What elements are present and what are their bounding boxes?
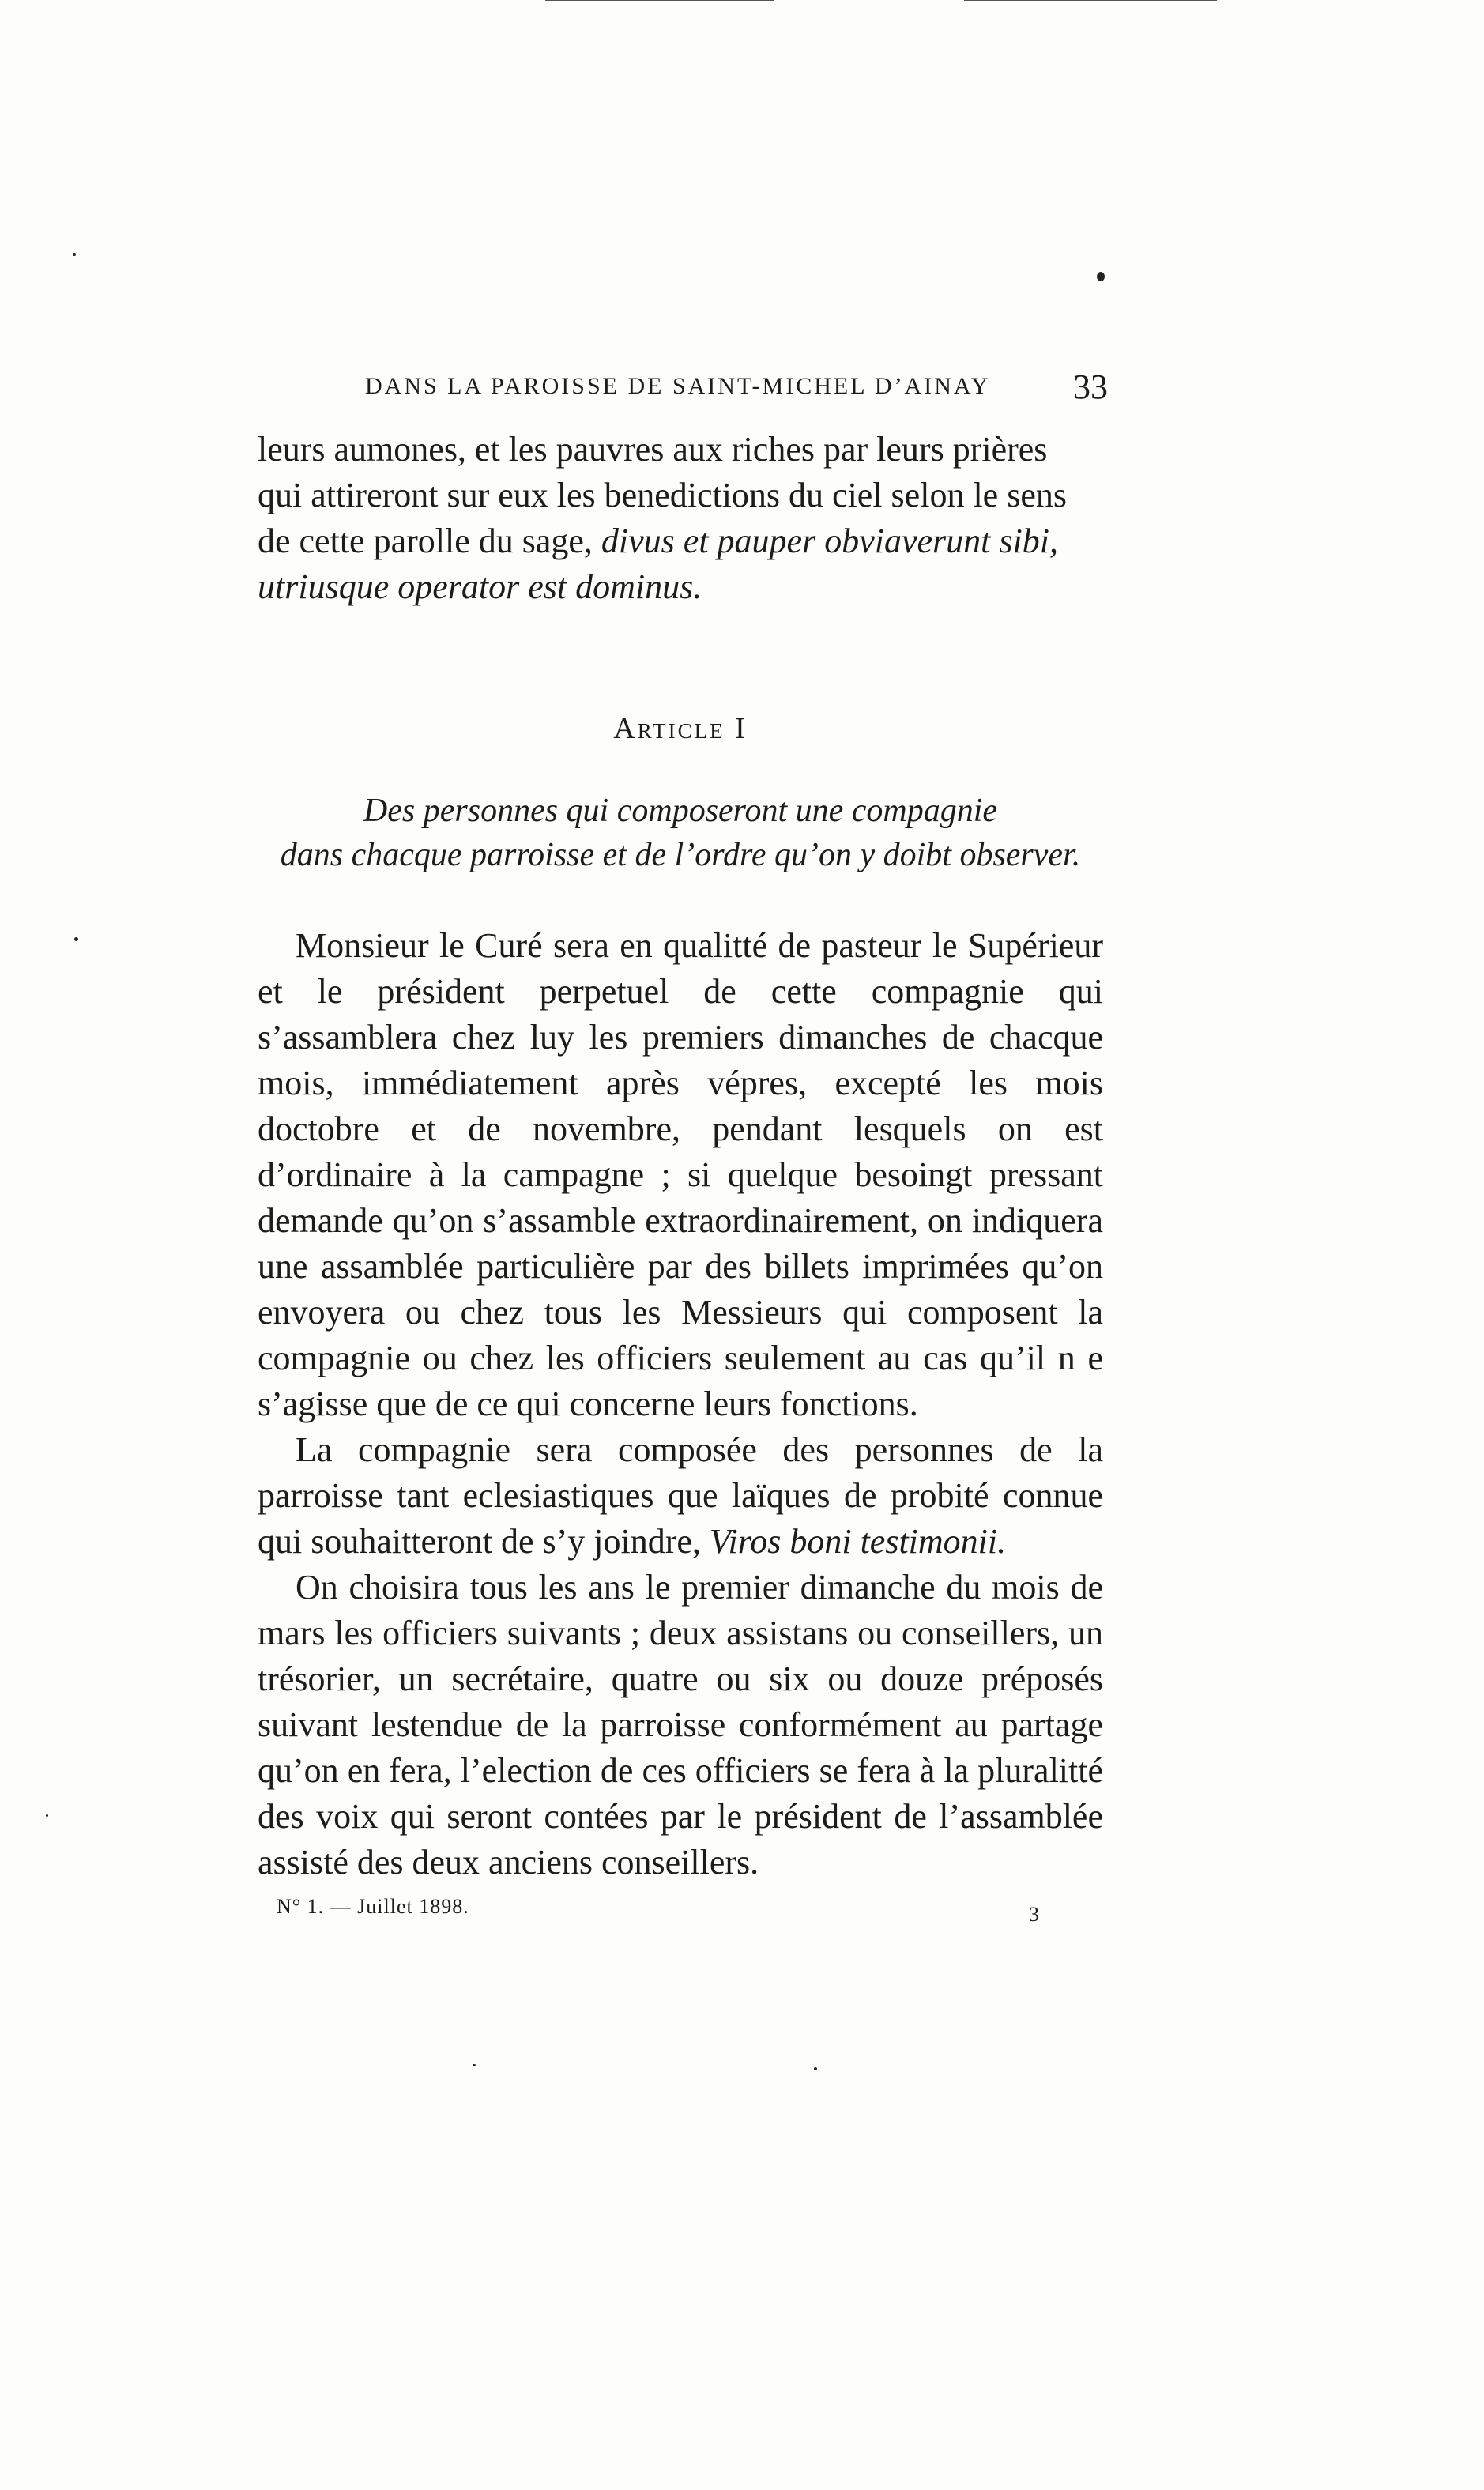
intro-paragraph [258, 427, 1103, 610]
latin-quote-end: utriusque operator est dominus. [258, 567, 702, 606]
ink-speck [74, 937, 78, 941]
body-paragraph: Monsieur le Curé sera en qualitté de pasteur le Supérieur et le président perpetuel de cette compagnie qui s’assamblera chez luy les premiers dimanches de chacque mois, immédiatement après vépres, excepté les mois doctobre et de novembre, pendant lesquels on est d’ordinaire à la campagne ; si quelque besoingt pressant demande qu’on s’assamble extraordinairement, on indiquera une assamblée particulière par des billets imprimées qu’on envoyera ou chez tous les Messieurs qui composent la compagnie ou chez les officiers seulement au cas qu’il n e s’agisse que de ce qui concerne leurs fonctions. [258, 926, 1103, 1423]
latin-quote: divus et pauper obviaverunt sibi, [601, 522, 1058, 560]
ink-speck [1097, 272, 1105, 281]
subtitle-line: dans chacque parroisse et de l’ordre qu’on y doibt observer. [280, 837, 1081, 873]
ink-speck [46, 1814, 48, 1817]
article-body [258, 923, 1103, 1885]
ink-speck [73, 253, 76, 256]
body-paragraph [258, 1427, 1103, 1565]
subtitle-line: Des personnes qui composeront une compagnie [363, 793, 998, 829]
scan-edge-line [964, 0, 1217, 1]
page-number: 33 [1073, 367, 1108, 406]
gathering-mark: 3 [1029, 1903, 1039, 1926]
ink-speck [814, 2067, 817, 2070]
article-heading: Article I [613, 712, 748, 745]
scan-edge-line [545, 0, 774, 1]
running-title: DANS LA PAROISSE DE SAINT-MICHEL D’AINAY [365, 373, 991, 399]
body-text: La compagnie sera composée des personnes de la parroisse tant eclesiastiques que laïques de probité connue qui souhaitteront de s’y joindre, [258, 1430, 1103, 1561]
latin-quote: Viros boni testimonii. [709, 1522, 1007, 1561]
ink-speck [473, 2064, 476, 2066]
intro-line [258, 518, 1103, 564]
intro-line: leurs aumones, et les pauvres aux riches par leurs prières [258, 430, 1048, 469]
intro-line: qui attireront sur eux les benedictions du ciel selon le sens [258, 476, 1067, 514]
running-head [365, 365, 1108, 412]
article-subtitle [258, 789, 1103, 877]
issue-signature: N° 1. — Juillet 1898. [277, 1895, 469, 1918]
body-paragraph: On choisira tous les ans le premier dimanche du mois de mars les officiers suivants ; deux assistans ou conseillers, un trésorier, un secrétaire, quatre ou six ou douze préposés suivant lestendue de la parroisse conformément au partage qu’on en fera, l’election de ces officiers se fera à la pluralitté des voix qui seront contées par le président de l’assamblée assisté des deux anciens conseillers. [258, 1568, 1103, 1882]
intro-text: de cette parolle du sage, [258, 522, 601, 560]
